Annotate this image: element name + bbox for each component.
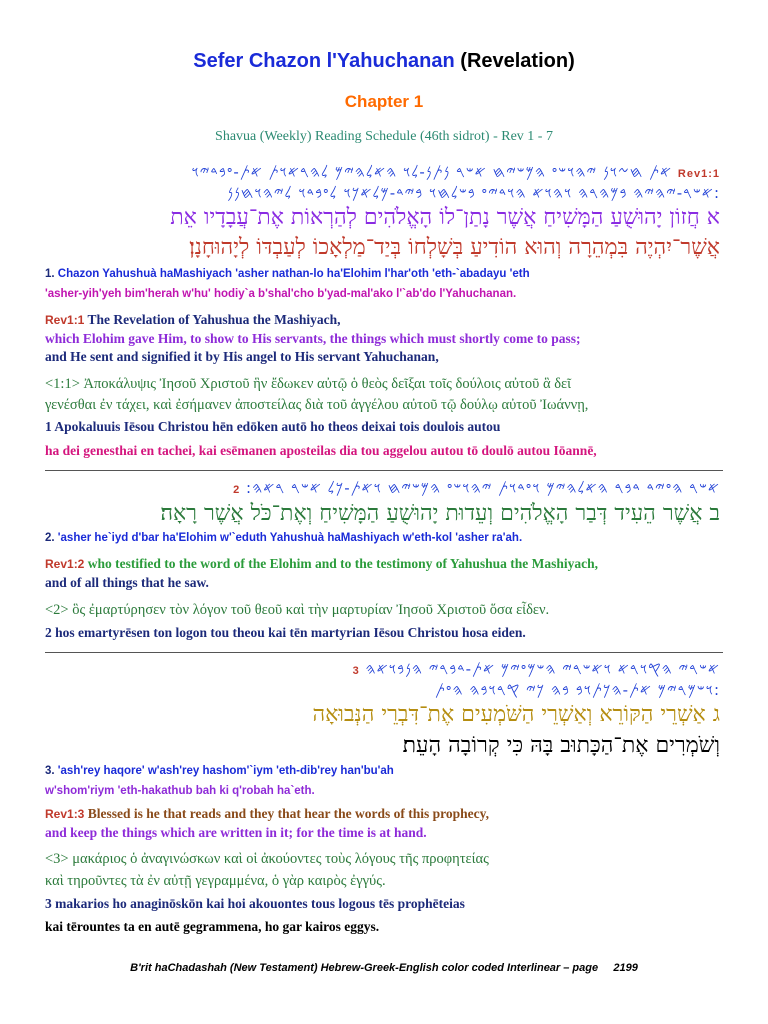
greek-transliteration-line: 3 makarios ho anaginōskōn kai hoi akouontes tous logous tēs prophēteias xyxy=(45,896,465,911)
transliteration-line: 2. 'asher he`iyd d'bar ha'Elohim w'`eduth Yahushuà haMashiyach w'eth-kol 'asher ra'ah. xyxy=(45,532,523,544)
page-footer xyxy=(0,962,768,974)
greek-line: καὶ τηροῦντες τὰ ἐν αὐτῇ γεγραμμένα, ὁ γὰρ καιρὸς ἐγγύς. xyxy=(45,873,386,889)
book-title: Sefer Chazon l'Yahuchanan xyxy=(193,50,455,72)
hebrew-line: ג אַשְׁרֵי הַקּוֹרֵא וְאַשְׁרֵי הַשֹּׁמְעִים אֶת־דִּבְרֵי הַנְּבוּאָה xyxy=(312,702,720,727)
paleo-hebrew-line: 𐤀𐤕 𐤇𐤆𐤅𐤍 𐤉𐤄𐤅𐤔𐤏 𐤄𐤌𐤔𐤉𐤇 𐤀𐤔𐤓 𐤍𐤕𐤍-𐤋𐤅 𐤄𐤀𐤋𐤄𐤉𐤌 𐤋𐤄𐤓𐤀𐤅𐤕 𐤀𐤕-𐤏𐤁𐤃𐤉𐤅 Rev1:1 xyxy=(191,163,720,181)
chapter-heading: Chapter 1 xyxy=(344,92,424,111)
verse-divider xyxy=(45,652,723,653)
hebrew-line: אֲשֶׁר־יִהְיֶה בִּמְהֵרָה וְהוּא הוֹדִיעַ בְּשָׁלְחוֹ בְּיַד־מַלְאָכוֹ לְעַבְדּוֹ לְיָהוּחָנָן׃ xyxy=(189,235,720,260)
verse-number: 3 xyxy=(352,665,360,677)
page-title xyxy=(0,50,768,73)
greek-transliteration-line: ha dei genesthai en tachei, kai esēmanen aposteilas dia tou aggelou autou tō doulō autou Iōannē, xyxy=(45,443,597,458)
hebrew-line: וְשֹׁמְרִים אֶת־הַכָּתוּב בָּהּ כִּי קְרוֹבָה הָעֵת׃ xyxy=(402,733,720,758)
english-line: Rev1:3 Blessed is he that reads and they that hear the words of this prophecy, xyxy=(45,806,490,821)
greek-transliteration-line: kai tērountes ta en autē gegrammena, ho gar kairos eggys. xyxy=(45,919,380,934)
transliteration-line: 3. 'ash'rey haqore' w'ash'rey hashom'`iym 'eth-dib'rey han'bu'ah xyxy=(45,765,394,777)
english-line: Rev1:2 who testified to the word of the Elohim and to the testimony of Yahushua the Mashiyach, xyxy=(45,556,598,571)
greek-line: <1:1> Ἀποκάλυψις Ἰησοῦ Χριστοῦ ἣν ἔδωκεν αὐτῷ ὁ θεὸς δεῖξαι τοῖς δούλοις αὐτοῦ ἃ δεῖ xyxy=(45,376,572,392)
reading-schedule: Shavua (Weekly) Reading Schedule (46th sidrot) - Rev 1 - 7 xyxy=(215,129,553,144)
footer-text: B'rit haChadashah (New Testament) Hebrew-Greek-English color coded Interlinear – page xyxy=(130,962,599,974)
transliteration-line: w'shom'riym 'eth-hakathub bah ki q'robah ha`eth. xyxy=(45,785,315,797)
transliteration-line: 1. Chazon Yahushuà haMashiyach 'asher nathan-lo ha'Elohim l'har'oth 'eth-`abadayu 'eth xyxy=(45,268,530,280)
greek-transliteration-line: 1 Apokaluuis Iēsou Christou hēn edōken autō ho theos deixai tois doulois autou xyxy=(45,419,501,434)
english-line: which Elohim gave Him, to show to His servants, the things which must shortly come to pass; xyxy=(45,331,581,346)
paleo-hebrew-line: 𐤅𐤔𐤌𐤓𐤉𐤌 𐤀𐤕-𐤄𐤊𐤕𐤅𐤁 𐤁𐤄 𐤊𐤉 𐤒𐤓𐤅𐤁𐤄 𐤄𐤏𐤕: xyxy=(435,681,720,699)
hebrew-line: א חֲזוֹן יָהוּשֻׁעַ הַמָּשִׁיחַ אֲשֶׁר נָתַן־לוֹ הָאֱלֹהִים לְהַרְאוֹת אֶת־עֲבָדָיו אֵת xyxy=(170,205,720,230)
english-line: Rev1:1 The Revelation of Yahushua the Mashiyach, xyxy=(45,312,341,327)
greek-line: <3> μακάριος ὁ ἀναγινώσκων καὶ οἱ ἀκούοντες τοὺς λόγους τῆς προφητείας xyxy=(45,851,489,867)
greek-transliteration-line: 2 hos emartyrēsen ton logon tou theou kai tēn martyrian Iēsou Christou hosa eiden. xyxy=(45,625,526,640)
verse-number: 2 xyxy=(233,484,241,496)
transliteration-line: 'asher-yih'yeh bim'herah w'hu' hodiy`a b'shal'cho b'yad-mal'ako l'`ab'do l'Yahuchanan. xyxy=(45,288,517,300)
english-line: and He sent and signified it by His angel to His servant Yahuchanan, xyxy=(45,349,439,364)
verse-divider xyxy=(45,470,723,471)
paleo-hebrew-line: 𐤀𐤔𐤓𐤉 𐤄𐤒𐤅𐤓𐤀 𐤅𐤀𐤔𐤓𐤉 𐤄𐤔𐤌𐤏𐤉𐤌 𐤀𐤕-𐤃𐤁𐤓𐤉 𐤄𐤍𐤁𐤅𐤀𐤄 3 xyxy=(352,660,720,678)
verse-ref: Rev1:1 xyxy=(677,168,720,180)
greek-line: <2> ὃς ἐμαρτύρησεν τὸν λόγον τοῦ θεοῦ καὶ τὴν μαρτυρίαν Ἰησοῦ Χριστοῦ ὅσα εἶδεν. xyxy=(45,602,550,618)
paleo-hebrew-line: 𐤀𐤔𐤓 𐤄𐤏𐤉𐤃 𐤃𐤁𐤓 𐤄𐤀𐤋𐤄𐤉𐤌 𐤅𐤏𐤃𐤅𐤕 𐤉𐤄𐤅𐤔𐤏 𐤄𐤌𐤔𐤉𐤇 𐤅𐤀𐤕-𐤊𐤋 𐤀𐤔𐤓 𐤓𐤀𐤄: 2 xyxy=(233,479,720,497)
hebrew-line: ב אֲשֶׁר הֵעִיד דְּבַר הָאֱלֹהִים וְעֵדוּת יָהוּשֻׁעַ הַמָּשִׁיחַ וְאֶת־כֹּל אֲשֶׁר רָאָה׃ xyxy=(160,501,720,526)
greek-line: γενέσθαι ἐν τάχει, καὶ ἐσήμανεν ἀποστείλας διὰ τοῦ ἀγγέλου αὐτοῦ τῷ δούλῳ αὐτοῦ Ἰωάννῃ, xyxy=(45,397,589,413)
english-line: and of all things that he saw. xyxy=(45,575,209,590)
page-number: 2199 xyxy=(613,962,638,974)
book-subtitle: (Revelation) xyxy=(460,50,575,72)
paleo-hebrew-line: 𐤀𐤔𐤓-𐤉𐤄𐤉𐤄 𐤁𐤌𐤄𐤓𐤄 𐤅𐤄𐤅𐤀 𐤄𐤅𐤃𐤉𐤏 𐤁𐤔𐤋𐤇𐤅 𐤁𐤉𐤃-𐤌𐤋𐤀𐤊𐤅 𐤋𐤏𐤁𐤃𐤅 𐤋𐤉𐤄𐤅𐤇𐤍𐤍: xyxy=(227,184,720,202)
english-line: and keep the things which are written in it; for the time is at hand. xyxy=(45,825,427,840)
